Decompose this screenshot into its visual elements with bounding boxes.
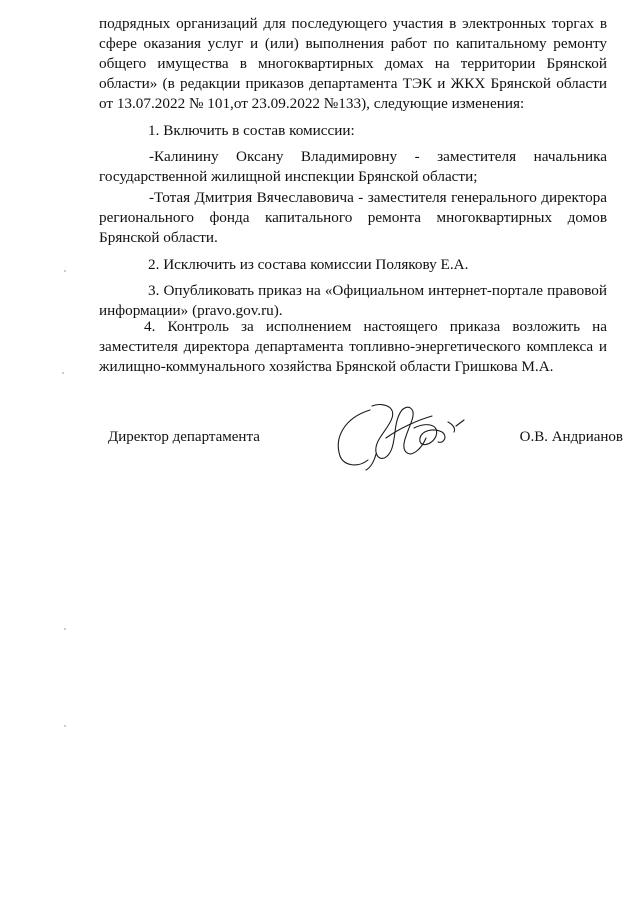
paragraph-item-4: 4. Контроль за исполнением настоящего приказа возложить на заместителя директора департамента топливно-энергетического комплекса и жилищно-коммунального хозяйства Брянской области Гришкова М.А. (99, 318, 607, 375)
scan-speck (64, 270, 66, 272)
signatory-name: О.В. Андрианов (519, 429, 623, 445)
paragraph-item-3: 3. Опубликовать приказ на «Официальном интернет-портале правовой информации» (pravo.gov.ru). (99, 282, 607, 319)
scan-speck (64, 725, 66, 727)
scan-speck (64, 628, 66, 630)
paragraph-item-2: 2. Исключить из состава комиссии Полякову Е.А. (148, 256, 469, 273)
paragraph-member-kalinina: -Калинину Оксану Владимировну - заместителя начальника государственной жилищной инспекции Брянской области; (99, 148, 607, 185)
paragraph-item-1: 1. Включить в состав комиссии: (148, 122, 355, 139)
handwritten-signature (330, 398, 480, 473)
scan-speck (62, 372, 64, 374)
paragraph-intro-continuation: подрядных организаций для последующего участия в электронных торгах в сфере оказания услуг и (или) выполнения работ по капитальному ремонту общего имущества в многоквартирных домах на территории Брянской области» (в редакции приказов департамента ТЭК и ЖКХ Брянской области от 13.07.2022 № 101,от 23.09.2022 №133), следующие изменения: (99, 15, 607, 112)
signatory-position: Директор департамента (108, 429, 260, 445)
paragraph-member-totai: -Тотая Дмитрия Вячеславовича - заместителя генерального директора регионального фонда капитального ремонта многоквартирных домов Брянской области. (99, 189, 607, 246)
